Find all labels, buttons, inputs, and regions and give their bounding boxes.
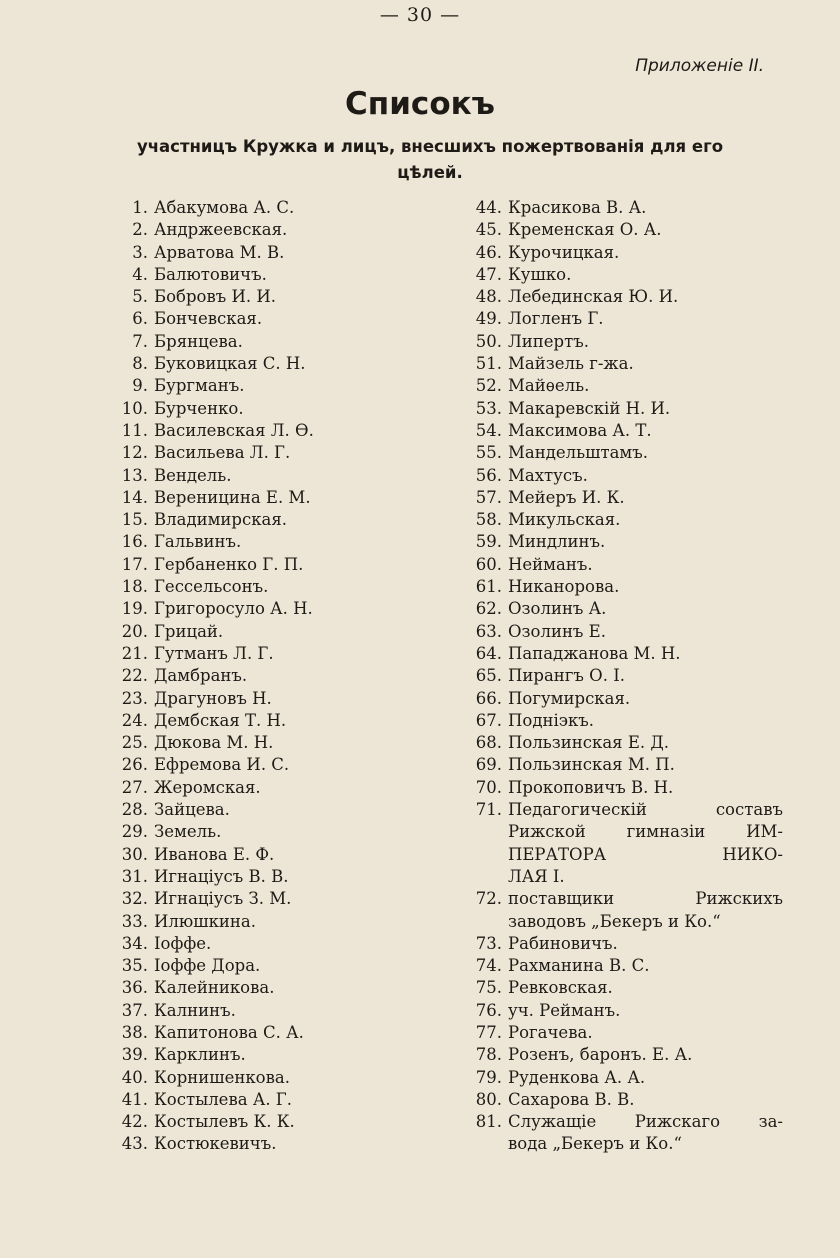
entry-number: 49. [475,309,502,329]
list-entry [104,911,449,933]
entry-number: 35. [121,956,148,976]
entry-name: Майѳель. [508,376,590,396]
entry-name: Калейникова. [154,978,275,998]
entry-number: 45. [475,220,502,240]
entry-number: 37. [121,1000,148,1020]
list-entry [458,308,783,330]
entry-number: 46. [475,242,502,262]
entry-number: 11. [121,420,148,440]
entry-number: 62. [475,599,502,619]
entry-number: 6. [132,309,148,329]
list-entry [104,977,449,999]
list-entry [458,1022,783,1044]
entry-number: 9. [132,376,148,396]
entry-name: Буковицкая С. Н. [154,354,306,374]
entry-name: Капитонова С. А. [154,1022,304,1042]
entry-number: 58. [475,510,502,530]
entry-number: 74. [475,956,502,976]
list-entry [458,933,783,955]
entry-number: 56. [475,465,502,485]
entry-number: 66. [475,688,502,708]
entry-number: 18. [121,577,148,597]
list-column-left [104,197,449,1156]
entry-number: 44. [475,198,502,217]
entry-name: Дюкова М. Н. [154,733,274,753]
list-entry [104,621,449,643]
entry-number: 54. [475,420,502,440]
entry-name: Озолинъ Е. [508,621,606,641]
list-entry [458,353,783,375]
entry-name: Рогачева. [508,1022,593,1042]
entry-name: Рижской гимназіи ИМ- [508,822,783,842]
entry-number: 28. [121,800,148,820]
entry-name: Махтусъ. [508,465,588,485]
page-title: Списокъ [345,86,495,122]
entry-number [458,911,502,933]
entry-number: 31. [121,866,148,886]
entry-number: 8. [132,354,148,374]
entry-name: Владимирская. [154,510,288,530]
entry-number: 36. [121,978,148,998]
entry-number: 75. [475,978,502,998]
entry-number: 13. [121,465,148,485]
list-entry [458,732,783,754]
list-entry [104,531,449,553]
entry-number: 29. [121,822,148,842]
list-entry [458,197,783,219]
entry-number: 42. [121,1112,148,1132]
entry-name: Жеромская. [154,777,261,797]
entry-name: Васильева Л. Г. [154,443,291,463]
entry-number: 32. [121,889,148,909]
entry-number: 53. [475,398,502,418]
entry-number: 48. [475,287,502,307]
list-entry [458,643,783,665]
entry-number: 10. [121,398,148,418]
entry-number: 38. [121,1022,148,1042]
page-number: — 30 — [379,4,461,26]
entry-name: Земель. [154,822,222,842]
entry-number: 5. [132,287,148,307]
entry-number: 79. [475,1067,502,1087]
entry-name: Гербаненко Г. П. [154,554,304,574]
list-entry [104,197,449,219]
list-entry [458,777,783,799]
list-entry [458,442,783,464]
entry-name: Кременская О. А. [508,220,662,240]
entry-name: Курочицкая. [508,242,620,262]
entry-number: 22. [121,666,148,686]
list-entry [104,643,449,665]
entry-number: 52. [475,376,502,396]
list-entry [458,1000,783,1022]
entry-name: Бургманъ. [154,376,245,396]
list-entry [104,754,449,776]
entry-name: Мандельштамъ. [508,443,649,463]
list-entry [104,554,449,576]
list-entry [458,977,783,999]
entry-name: Гальвинъ. [154,532,242,552]
entry-name: Пользинская М. П. [508,755,675,775]
entry-number: 4. [132,264,148,284]
list-entry [458,799,783,821]
list-entry [104,732,449,754]
list-entry [104,933,449,955]
entry-name: Прокоповичъ В. Н. [508,777,674,797]
entry-number: 7. [132,331,148,351]
entry-number: 57. [475,487,502,507]
entry-number: 64. [475,643,502,663]
entry-name: Іоффе. [154,933,212,953]
entry-name: Корнишенкова. [154,1067,290,1087]
entry-name: Вереницина Е. М. [154,487,311,507]
list-entry [104,1067,449,1089]
list-entry [104,375,449,397]
entry-name: заводовъ „Бекеръ и Ко.“ [508,911,721,931]
entry-number: 50. [475,331,502,351]
entry-number: 16. [121,532,148,552]
entry-name: Костылева А. Г. [154,1089,292,1109]
list-entry [458,955,783,977]
entry-number: 1. [132,198,148,217]
entry-number: 27. [121,777,148,797]
entry-number: 17. [121,554,148,574]
list-entry [104,465,449,487]
list-entry [458,598,783,620]
entry-number: 70. [475,777,502,797]
entry-number: 24. [121,710,148,730]
list-entry [458,844,783,866]
entry-name: Липертъ. [508,331,589,351]
entry-name: Брянцева. [154,331,243,351]
list-entry [104,576,449,598]
entry-name: Логленъ Г. [508,309,604,329]
entry-number: 26. [121,755,148,775]
entry-name: Дембская Т. Н. [154,710,287,730]
list-entry [104,442,449,464]
list-entry [458,621,783,643]
list-entry [104,487,449,509]
entry-number [458,844,502,866]
entry-name: Сахарова В. В. [508,1089,635,1109]
list-entry [104,888,449,910]
entry-name: Педагогическій составъ [508,800,783,820]
list-entry [458,331,783,353]
entry-number: 40. [121,1067,148,1087]
entry-name: Озолинъ А. [508,599,607,619]
entry-number: 25. [121,733,148,753]
page-subtitle: участницъ Кружка и лицъ, внесшихъ пожертвованія для его цѣлей. [136,137,724,182]
list-entry [104,1133,449,1155]
entry-name: Карклинъ. [154,1045,246,1065]
list-entry [458,286,783,308]
entry-number: 60. [475,554,502,574]
entry-name: Лебединская Ю. И. [508,287,679,307]
entry-number: 33. [121,911,148,931]
list-entry [458,1111,783,1133]
entry-number: 76. [475,1000,502,1020]
entry-name: Миндлинъ. [508,532,606,552]
entry-number: 47. [475,264,502,284]
list-entry [104,844,449,866]
list-entry [458,866,783,888]
list-entry [104,710,449,732]
entry-name: Дамбранъ. [154,666,248,686]
list-entry [458,554,783,576]
entry-name: Бончевская. [154,309,263,329]
entry-number [458,866,502,888]
list-entry [458,710,783,732]
entry-number: 12. [121,443,148,463]
entry-name: Андржеевская. [154,220,288,240]
list-entry [458,375,783,397]
entry-name: Макаревскій Н. И. [508,398,671,418]
list-entry [104,286,449,308]
entry-number: 21. [121,643,148,663]
entry-name: Зайцева. [154,800,230,820]
entry-name: Кушко. [508,264,572,284]
entry-number: 73. [475,933,502,953]
entry-name: Никанорова. [508,577,620,597]
entry-name: Грицай. [154,621,224,641]
list-entry [104,509,449,531]
entry-number: 39. [121,1045,148,1065]
entry-name: Пирангъ О. I. [508,666,625,686]
list-entry [458,1067,783,1089]
list-entry [458,888,783,910]
entry-number: 61. [475,577,502,597]
entry-number: 72. [475,889,502,909]
entry-name: поставщики Рижскихъ [508,889,783,909]
entry-number [458,1133,502,1155]
entry-number: 51. [475,354,502,374]
entry-name: Бурченко. [154,398,244,418]
entry-number: 80. [475,1089,502,1109]
list-entry [458,821,783,843]
entry-name: Погумирская. [508,688,631,708]
list-entry [104,866,449,888]
entry-name: Красикова В. А. [508,198,647,217]
list-entry [104,308,449,330]
entry-name: Балютовичъ. [154,264,267,284]
list-entry [458,264,783,286]
entry-number: 65. [475,666,502,686]
entry-name: Василевская Л. Ѳ. [154,420,314,440]
entry-number: 78. [475,1045,502,1065]
list-entry [104,1044,449,1066]
list-entry [104,799,449,821]
entry-name: ЛАЯ I. [508,866,565,886]
entry-number: 81. [475,1112,502,1132]
entry-name: Вендель. [154,465,232,485]
entry-name: Розенъ, баронъ. Е. А. [508,1045,693,1065]
entry-number: 67. [475,710,502,730]
entry-name: ПЕРАТОРА НИКО- [508,844,783,864]
list-entry [104,242,449,264]
entry-name: Костюкевичъ. [154,1134,277,1154]
entry-name: Иванова Е. Ф. [154,844,275,864]
list-entry [458,911,783,933]
list-entry [104,398,449,420]
list-column-right [458,197,783,1156]
entry-number: 20. [121,621,148,641]
entry-name: Гутманъ Л. Г. [154,643,274,663]
entry-name: Бобровъ И. И. [154,287,277,307]
list-entry [458,398,783,420]
entry-name: Калнинъ. [154,1000,236,1020]
list-entry [458,219,783,241]
list-entry [458,465,783,487]
entry-name: Максимова А. Т. [508,420,652,440]
list-entry [458,665,783,687]
entry-name: Пападжанова М. Н. [508,643,681,663]
list-entry [458,1133,783,1155]
entry-name: Арватова М. В. [154,242,285,262]
entry-name: Служащіе Рижскаго за- [508,1112,783,1132]
entry-number: 19. [121,599,148,619]
entry-number: 3. [132,242,148,262]
entry-name: Гессельсонъ. [154,577,269,597]
list-entry [458,420,783,442]
entry-number: 68. [475,733,502,753]
appendix-label: Приложеніе II. [635,56,764,76]
entry-number: 14. [121,487,148,507]
list-entry [104,1000,449,1022]
list-entry [104,598,449,620]
list-entry [104,1022,449,1044]
entry-name: Мейеръ И. К. [508,487,625,507]
entry-name: Ревковская. [508,978,613,998]
entry-name: Нейманъ. [508,554,593,574]
list-entry [458,531,783,553]
list-entry [104,219,449,241]
list-entry [458,754,783,776]
list-entry [104,1089,449,1111]
list-entry [104,1111,449,1133]
entry-number: 59. [475,532,502,552]
list-entry [104,777,449,799]
entry-number: 23. [121,688,148,708]
list-entry [104,420,449,442]
entry-name: Подніэкъ. [508,710,595,730]
entry-number: 63. [475,621,502,641]
list-entry [104,688,449,710]
entry-number: 69. [475,755,502,775]
entry-number: 71. [475,800,502,820]
entry-number [458,821,502,843]
entry-name: Драгуновъ Н. [154,688,272,708]
entry-name: уч. Рейманъ. [508,1000,621,1020]
entry-number: 43. [121,1134,148,1154]
entry-name: Рабиновичъ. [508,933,618,953]
list-entry [458,1044,783,1066]
list-entry [458,1089,783,1111]
entry-number: 2. [132,220,148,240]
entry-name: Пользинская Е. Д. [508,733,670,753]
entry-name: Рахманина В. С. [508,956,650,976]
entry-number: 41. [121,1089,148,1109]
entry-name: Ефремова И. С. [154,755,290,775]
entry-number: 15. [121,510,148,530]
entry-name: Игнаціусъ В. В. [154,866,289,886]
list-entry [104,665,449,687]
entry-number: 30. [121,844,148,864]
entry-name: Илюшкина. [154,911,256,931]
entry-name: вода „Бекеръ и Ко.“ [508,1134,682,1154]
list-entry [104,353,449,375]
list-entry [104,264,449,286]
entry-name: Руденкова А. А. [508,1067,646,1087]
entry-name: Іоффе Дора. [154,956,261,976]
entry-name: Абакумова А. С. [154,198,295,217]
entry-name: Костылевъ К. К. [154,1112,295,1132]
list-entry [458,487,783,509]
list-entry [458,576,783,598]
entry-number: 55. [475,443,502,463]
list-entry [104,955,449,977]
entry-name: Майзель г-жа. [508,354,634,374]
list-entry [104,821,449,843]
list-entry [458,509,783,531]
list-entry [104,331,449,353]
list-entry [458,688,783,710]
entry-number: 77. [475,1022,502,1042]
entry-number: 34. [121,933,148,953]
entry-name: Микульская. [508,510,621,530]
list-entry [458,242,783,264]
entry-name: Игнаціусъ З. М. [154,889,292,909]
entry-name: Григоросуло А. Н. [154,599,313,619]
